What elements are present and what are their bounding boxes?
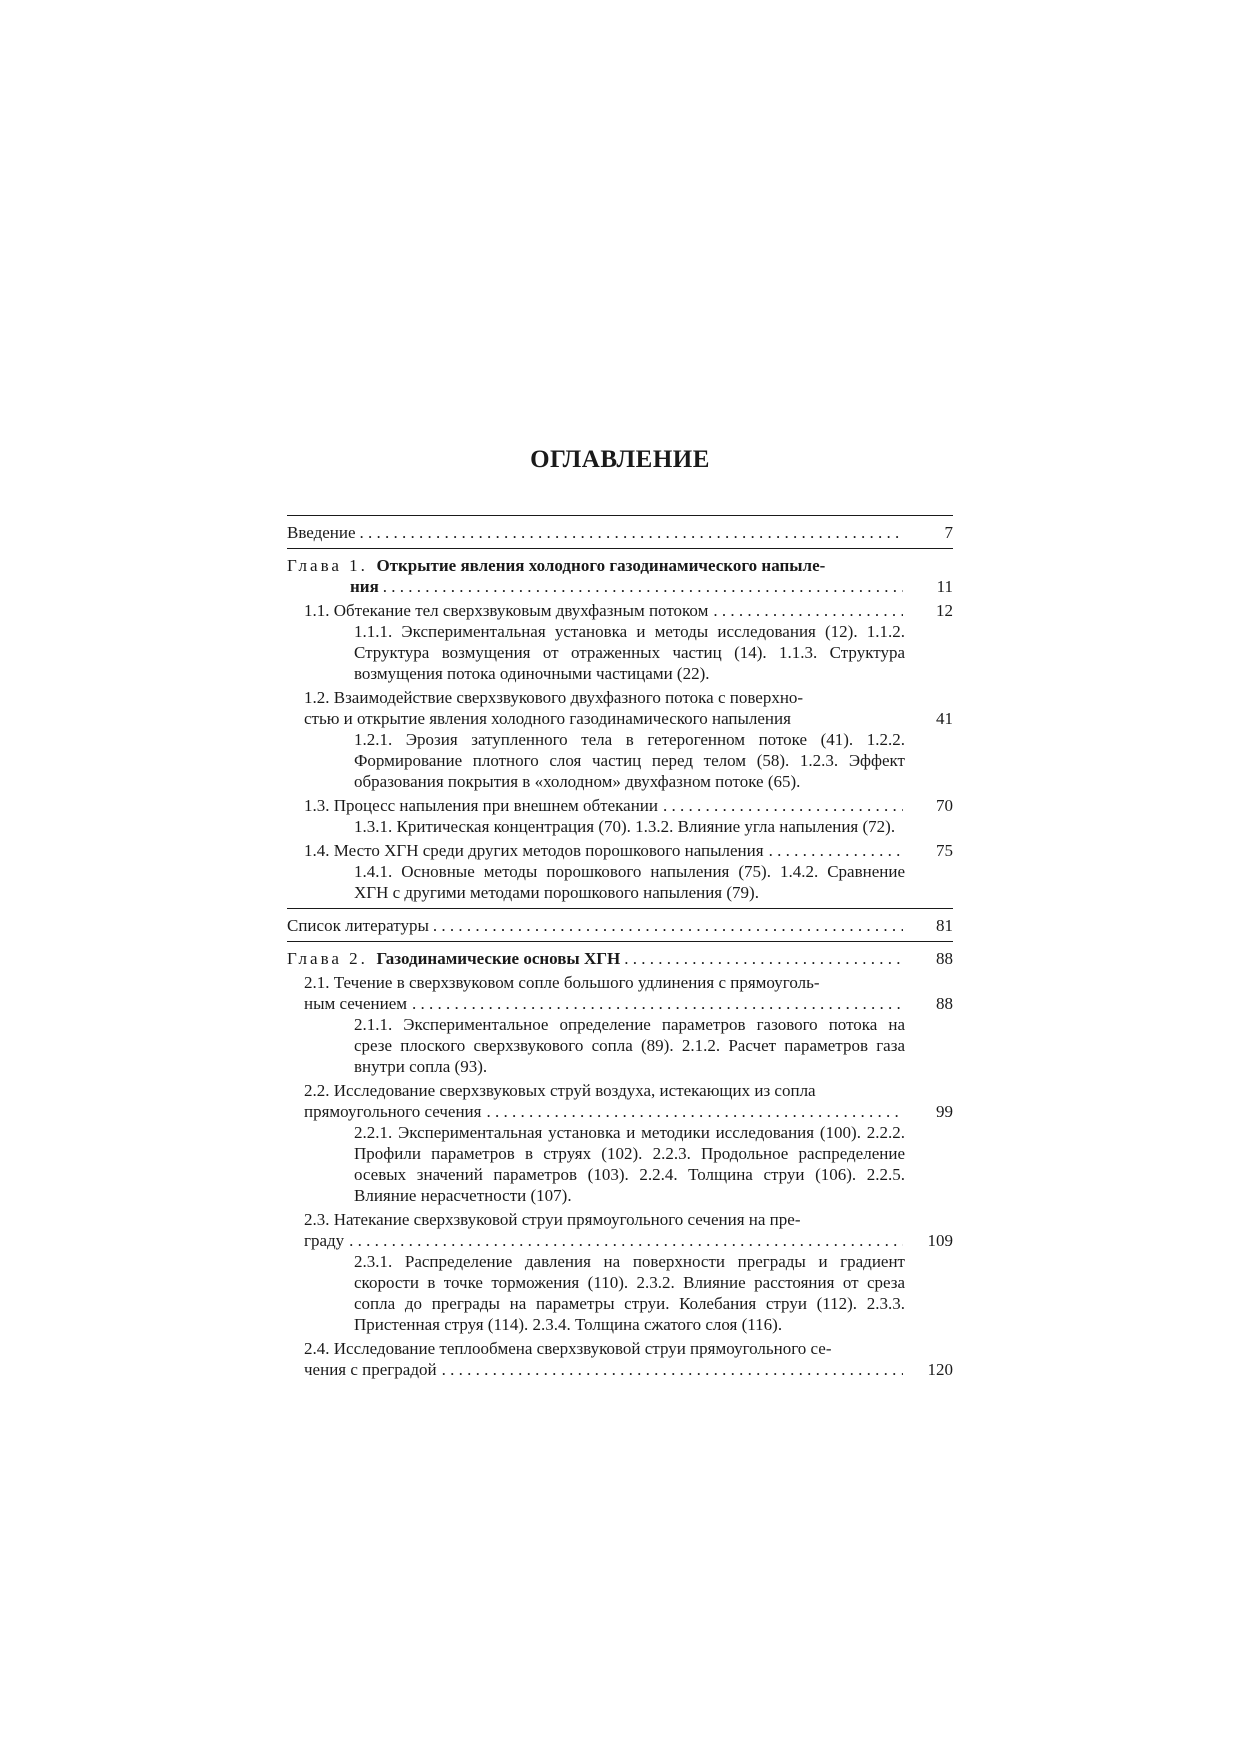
toc-section-2-3: 2.3. Натекание сверхзвуковой струи прямоугольного сечения на пре- граду . . . 109 2.3.1. Распределение давления на поверхности преграды и градиент скорости в точке торможения (110). 2.3.2. Влияние расстояния от среза сопла до преграды на параметры струи. Колебания струи (112). 2.3.3. Пристенная струя (114). 2.3.4. Толщина сжатого слоя (116). [304, 1209, 953, 1335]
subsection-list: 1.1.1. Экспериментальная установка и методы исследования (12). 1.1.2. Структура возмущения от отраженных частиц (14). 1.1.3. Структура возмущения потока одиночными частицами (22). [354, 622, 905, 683]
section-title-cont: прямоугольного сечения [304, 1102, 482, 1121]
chapter-title: Газодинамические основы ХГН [376, 949, 621, 968]
entry-title: Введение [287, 523, 356, 542]
section-title-cont: граду [304, 1231, 345, 1250]
section-title-cont: стью и открытие явления холодного газодинамического напыления [304, 709, 791, 728]
section-title: Течение в сверхзвуковом сопле большого удлинения с прямоуголь- [333, 973, 820, 992]
section-title: Натекание сверхзвуковой струи прямоугольного сечения на пре- [333, 1210, 801, 1229]
section-title: Исследование сверхзвуковых струй воздуха, истекающих из сопла [333, 1081, 816, 1100]
subsection-list: 1.2.1. Эрозия затупленного тела в гетерогенном потоке (41). 1.2.2. Формирование плотного слоя частиц перед телом (58). 1.2.3. Эффект образования покрытия в «холодном» двухфазном потоке (65). [354, 730, 905, 791]
page-number: 75 [936, 841, 953, 860]
page-number: 109 [927, 1231, 953, 1250]
subsection-list: 2.3.1. Распределение давления на поверхности преграды и градиент скорости в точке торможения (110). 2.3.2. Влияние расстояния от среза сопла до преграды на параметры струи. Колебания струи (112). 2.3.3. Пристенная струя (114). 2.3.4. Толщина сжатого слоя (116). [354, 1252, 905, 1334]
page-number: 88 [936, 949, 953, 968]
toc-section-2-2: 2.2. Исследование сверхзвуковых струй воздуха, истекающих из сопла прямоугольного сечения . . . 99 2.2.1. Экспериментальная установка и методики исследования (100). 2.2.2. Профили параметров в струях (102). 2.2.3. Продольное распределение осевых значений параметров (103). 2.2.4. Толщина струи (106). 2.2.5. Влияние нерасчетности (107). [304, 1080, 953, 1206]
page-number: 81 [936, 916, 953, 935]
page-number: 7 [944, 523, 953, 542]
section-title-cont: чения с преградой [304, 1360, 437, 1379]
page-number: 120 [927, 1360, 953, 1379]
page-title: ОГЛАВЛЕНИЕ [530, 446, 710, 473]
section-title-cont: ным сечением [304, 994, 407, 1013]
table-of-contents [287, 510, 953, 1380]
section-title: Процесс напыления при внешнем обтекании [333, 796, 658, 815]
subsection-list: 2.1.1. Экспериментальное определение параметров газового потока на срезе плоского сверхзвукового сопла (89). 2.1.2. Расчет параметров газа внутри сопла (93). [354, 1015, 905, 1076]
entry-title: Список литературы [287, 916, 429, 935]
page-number: 12 [936, 601, 953, 620]
toc-chapter-2 [287, 948, 953, 969]
divider [287, 548, 953, 549]
page-number: 41 [936, 709, 953, 728]
chapter-prefix: Глава 1. [287, 556, 368, 575]
toc-section-2-1: 2.1. Течение в сверхзвуковом сопле большого удлинения с прямоуголь- ным сечением . . . 88 2.1.1. Экспериментальное определение параметров газового потока на срезе плоского сверхзвукового сопла (89). 2.1.2. Расчет параметров газа внутри сопла (93). [304, 972, 953, 1077]
toc-section-2-4: 2.4. Исследование теплообмена сверхзвуковой струи прямоугольного се- чения с преградой . . . 120 [304, 1338, 953, 1380]
toc-chapter-1 [287, 555, 953, 597]
divider [287, 515, 953, 516]
toc-section-1-4: 1.4. Место ХГН среди других методов порошкового напыления . . . 75 1.4.1. Основные методы порошкового напыления (75). 1.4.2. Сравнение ХГН с другими методами порошкового напыления (79). [304, 840, 953, 903]
section-title: Обтекание тел сверхзвуковым двухфазным потоком [333, 601, 709, 620]
page-number: 70 [936, 796, 953, 815]
subsection-list: 2.2.1. Экспериментальная установка и методики исследования (100). 2.2.2. Профили параметров в струях (102). 2.2.3. Продольное распределение осевых значений параметров (103). 2.2.4. Толщина струи (106). 2.2.5. Влияние нерасчетности (107). [354, 1123, 905, 1205]
toc-section-1-3: 1.3. Процесс напыления при внешнем обтекании . . . 70 1.3.1. Критическая концентрация (70). 1.3.2. Влияние угла напыления (72). [304, 795, 953, 837]
chapter-title-cont: ния [350, 577, 379, 596]
toc-entry-references [287, 915, 953, 936]
page-number: 99 [936, 1102, 953, 1121]
toc-section-1-1: 1.1. Обтекание тел сверхзвуковым двухфазным потоком . . . 12 1.1.1. Экспериментальная установка и методы исследования (12). 1.1.2. Структура возмущения от отраженных частиц (14). 1.1.3. Структура возмущения потока одиночными частицами (22). [304, 600, 953, 684]
subsection-list: 1.4.1. Основные методы порошкового напыления (75). 1.4.2. Сравнение ХГН с другими методами порошкового напыления (79). [354, 862, 905, 902]
section-title: Исследование теплообмена сверхзвуковой струи прямоугольного се- [333, 1339, 832, 1358]
toc-section-1-2: 1.2. Взаимодействие сверхзвукового двухфазного потока с поверхно- стью и открытие явления холодного газодинамического напыления 41 1.2.1. Эрозия затупленного тела в гетерогенном потоке (41). 1.2.2. Формирование плотного слоя частиц перед телом (58). 1.2.3. Эффект образования покрытия в «холодном» двухфазном потоке (65). [304, 688, 953, 791]
chapter-prefix: Глава 2. [287, 949, 368, 968]
section-title: Место ХГН среди других методов порошкового напыления [333, 841, 764, 860]
toc-entry-intro [287, 522, 953, 543]
section-title: Взаимодействие сверхзвукового двухфазного потока с поверхно- [333, 688, 804, 707]
divider [287, 941, 953, 942]
page-number: 88 [936, 994, 953, 1013]
page-number: 11 [936, 577, 953, 596]
divider [287, 908, 953, 909]
subsection-list: 1.3.1. Критическая концентрация (70). 1.3.2. Влияние угла напыления (72). [354, 817, 896, 836]
chapter-title: Открытие явления холодного газодинамического напыле- [376, 556, 826, 575]
